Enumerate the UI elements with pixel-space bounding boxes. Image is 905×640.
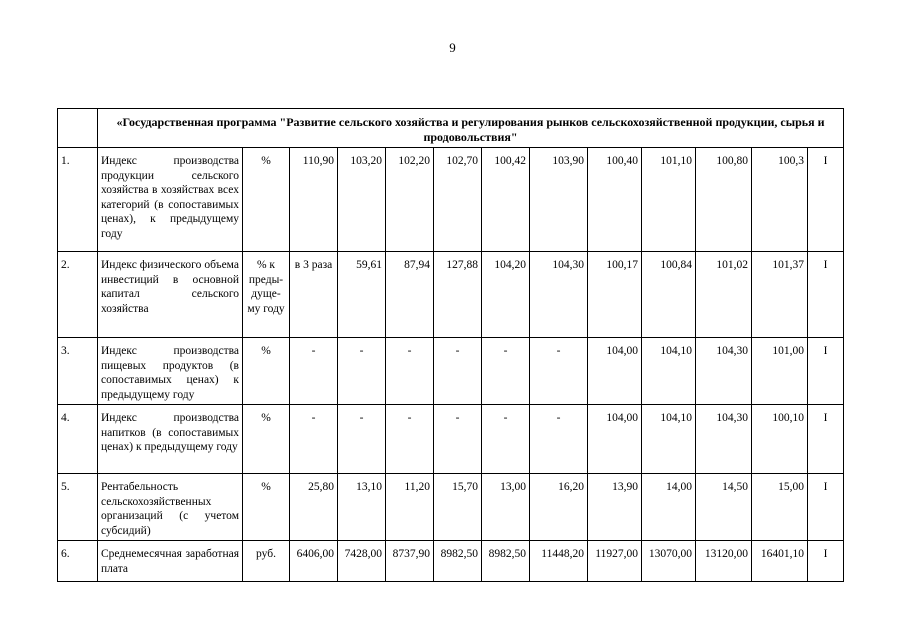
row-index: 6. xyxy=(58,541,98,582)
value-cell: - xyxy=(482,338,530,405)
value-cell: - xyxy=(338,405,386,474)
type-cell: I xyxy=(808,474,844,541)
value-cell: - xyxy=(386,405,434,474)
value-cell: 103,90 xyxy=(530,148,588,252)
value-cell: 101,37 xyxy=(752,252,808,338)
row-index: 5. xyxy=(58,474,98,541)
value-cell: 14,00 xyxy=(642,474,696,541)
value-cell: - xyxy=(290,338,338,405)
type-cell: I xyxy=(808,252,844,338)
indicator-name: Индекс производства продукции сельского хозяйства в хозяйствах всех категорий (в сопоставимых ценах), к предыдущему году xyxy=(98,148,243,252)
value-cell: 7428,00 xyxy=(338,541,386,582)
value-cell: 110,90 xyxy=(290,148,338,252)
value-cell: 104,10 xyxy=(642,338,696,405)
indicator-name: Индекс производства пищевых продуктов (в сопоставимых ценах) к предыдущему году xyxy=(98,338,243,405)
value-cell: 16,20 xyxy=(530,474,588,541)
value-cell: 6406,00 xyxy=(290,541,338,582)
value-cell: 127,88 xyxy=(434,252,482,338)
value-cell: 8982,50 xyxy=(434,541,482,582)
table-row xyxy=(58,338,844,405)
value-cell: 8737,90 xyxy=(386,541,434,582)
program-title: «Государственная программа "Развитие сельского хозяйства и регулирования рынков сельскохозяйственной продукции, сырья и продовольствия" xyxy=(98,109,844,148)
value-cell: 13120,00 xyxy=(696,541,752,582)
unit-cell: руб. xyxy=(243,541,290,582)
value-cell: 100,80 xyxy=(696,148,752,252)
value-cell: 8982,50 xyxy=(482,541,530,582)
value-cell: - xyxy=(530,405,588,474)
type-cell: I xyxy=(808,338,844,405)
unit-cell: % xyxy=(243,405,290,474)
value-cell: 11448,20 xyxy=(530,541,588,582)
value-cell: 15,70 xyxy=(434,474,482,541)
row-index: 4. xyxy=(58,405,98,474)
value-cell: 16401,10 xyxy=(752,541,808,582)
value-cell: - xyxy=(386,338,434,405)
value-cell: 100,17 xyxy=(588,252,642,338)
value-cell: 13,10 xyxy=(338,474,386,541)
value-cell: - xyxy=(530,338,588,405)
type-cell: I xyxy=(808,541,844,582)
indicators-table xyxy=(57,108,844,582)
value-cell: 104,00 xyxy=(588,338,642,405)
page-number: 9 xyxy=(449,40,456,55)
value-cell: - xyxy=(290,405,338,474)
value-cell: 101,02 xyxy=(696,252,752,338)
title-index-cell xyxy=(58,109,98,148)
value-cell: 102,70 xyxy=(434,148,482,252)
value-cell: 87,94 xyxy=(386,252,434,338)
table-row xyxy=(58,405,844,474)
indicator-name: Индекс физического объема инвестиций в основной капитал сельского хозяйства xyxy=(98,252,243,338)
value-cell: 13,00 xyxy=(482,474,530,541)
table-row xyxy=(58,474,844,541)
value-cell: 11927,00 xyxy=(588,541,642,582)
table-row xyxy=(58,541,844,582)
value-cell: 103,20 xyxy=(338,148,386,252)
value-cell: - xyxy=(482,405,530,474)
value-cell: - xyxy=(338,338,386,405)
value-cell: - xyxy=(434,405,482,474)
value-cell: 102,20 xyxy=(386,148,434,252)
value-cell: 14,50 xyxy=(696,474,752,541)
value-cell: 104,30 xyxy=(696,405,752,474)
program-title-row xyxy=(58,109,844,148)
value-cell: 100,42 xyxy=(482,148,530,252)
indicator-name: Рентабельность сельскохозяйственных организаций (с учетом субсидий) xyxy=(98,474,243,541)
unit-cell: % к преды-дуще-му году xyxy=(243,252,290,338)
unit-cell: % xyxy=(243,338,290,405)
type-cell: I xyxy=(808,148,844,252)
unit-cell: % xyxy=(243,148,290,252)
value-cell: 13,90 xyxy=(588,474,642,541)
value-cell: 100,40 xyxy=(588,148,642,252)
row-index: 3. xyxy=(58,338,98,405)
indicator-name: Среднемесячная заработная плата xyxy=(98,541,243,582)
value-cell: 104,20 xyxy=(482,252,530,338)
table-row xyxy=(58,252,844,338)
unit-cell: % xyxy=(243,474,290,541)
value-cell: 11,20 xyxy=(386,474,434,541)
value-cell: 101,10 xyxy=(642,148,696,252)
value-cell: 13070,00 xyxy=(642,541,696,582)
value-cell: 100,84 xyxy=(642,252,696,338)
type-cell: I xyxy=(808,405,844,474)
value-cell: 25,80 xyxy=(290,474,338,541)
value-cell: 104,30 xyxy=(696,338,752,405)
value-cell: 59,61 xyxy=(338,252,386,338)
table-row xyxy=(58,148,844,252)
indicator-name: Индекс производства напитков (в сопоставимых ценах) к предыдущему году xyxy=(98,405,243,474)
value-cell: 104,10 xyxy=(642,405,696,474)
value-cell: - xyxy=(434,338,482,405)
value-cell: 100,10 xyxy=(752,405,808,474)
value-cell: 104,00 xyxy=(588,405,642,474)
value-cell: 101,00 xyxy=(752,338,808,405)
row-index: 1. xyxy=(58,148,98,252)
value-cell: 104,30 xyxy=(530,252,588,338)
value-cell: 15,00 xyxy=(752,474,808,541)
value-cell: в 3 раза xyxy=(290,252,338,338)
row-index: 2. xyxy=(58,252,98,338)
value-cell: 100,3 xyxy=(752,148,808,252)
